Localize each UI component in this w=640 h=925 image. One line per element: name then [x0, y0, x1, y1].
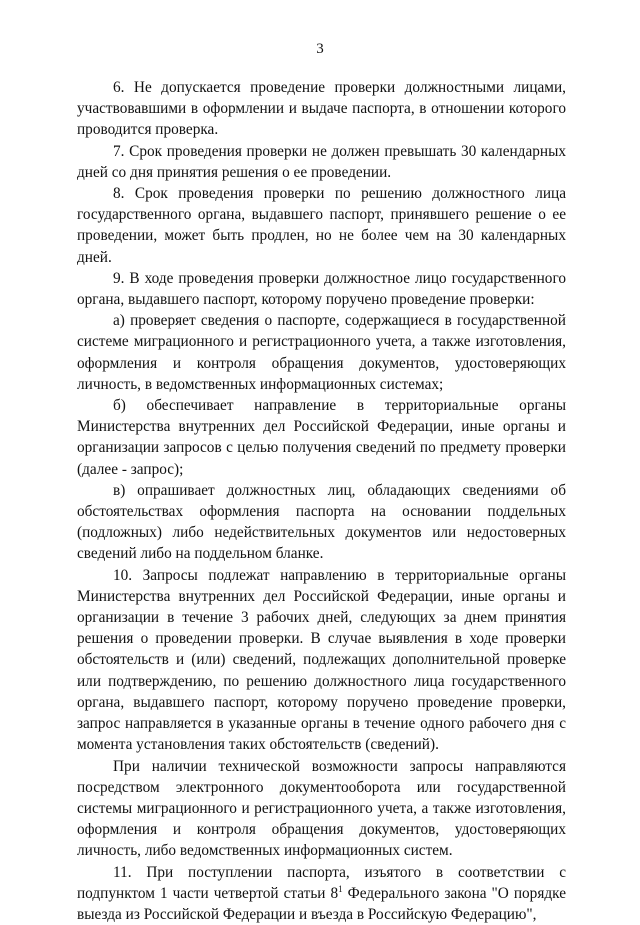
paragraph-6: 6. Не допускается проведение проверки должностными лицами, участвовавшими в оформлении и выдаче паспорта, в отношении которого проводится проверка.	[77, 79, 566, 139]
paragraph-11	[77, 862, 566, 925]
article-superscript: 1	[338, 883, 343, 894]
paragraph-8: 8. Срок проведения проверки по решению должностного лица государственного органа, выдавшего паспорт, принявшего решение о ее проведении, может быть продлен, но не более чем на 30 календарных дней.	[77, 185, 566, 266]
paragraph-9v: в) опрашивает должностных лиц, обладающих сведениями об обстоятельствах оформления паспорта на основании поддельных (подложных) либо недействительных документов или недостоверных сведений либо на поддельном бланке.	[77, 481, 566, 563]
paragraph-9a: а) проверяет сведения о паспорте, содержащиеся в государственной системе миграционного и регистрационного учета, а также изготовления, оформления и контроля обращения документов, удостоверяющих личность, в ведомственных информационных системах;	[77, 312, 566, 393]
document-body	[77, 77, 566, 925]
paragraph-7: 7. Срок проведения проверки не должен превышать 30 календарных дней со дня принятия решения о ее проведении.	[77, 142, 566, 181]
paragraph-9b: б) обеспечивает направление в территориальные органы Министерства внутренних дел Российской Федерации, иные органы и организации запросов с целью получения сведений по предмету проверки (далее - запрос);	[77, 397, 566, 478]
paragraph-10: 10. Запросы подлежат направлению в территориальные органы Министерства внутренних дел Российской Федерации, иные органы и организации в течение 3 рабочих дней, следующих за днем принятия решения о проведении проверки. В случае выявления в ходе проверки обстоятельств и (или) сведений, подлежащих дополнительной проверке или подтверждению, по решению должностного лица государственного органа, выдавшего паспорт, которому поручено проведение проверки, запрос направляется в указанные органы в течение одного рабочего дня с момента установления таких обстоятельств (сведений).	[77, 566, 566, 754]
paragraph-9: 9. В ходе проведения проверки должностное лицо государственного органа, выдавшего паспорт, которому поручено проведение проверки:	[77, 269, 566, 309]
paragraph-11-text-start: 11. При поступлении паспорта, изъятого в соответствии с подпунктом 1 части четвертой статьи 8	[77, 863, 566, 902]
page-number: 3	[316, 41, 324, 57]
paragraph-10-continued: При наличии технической возможности запросы направляются посредством электронного документооборота или государственной системы миграционного и регистрационного учета, а также изготовления, оформления и контроля обращения документов, удостоверяющих личность, либо ведомственных информационных систем.	[77, 757, 566, 860]
paragraph-11-text-end: Федерального закона "О порядке выезда из Российской Федерации и въезда в Российскую Федерацию",	[77, 884, 566, 923]
